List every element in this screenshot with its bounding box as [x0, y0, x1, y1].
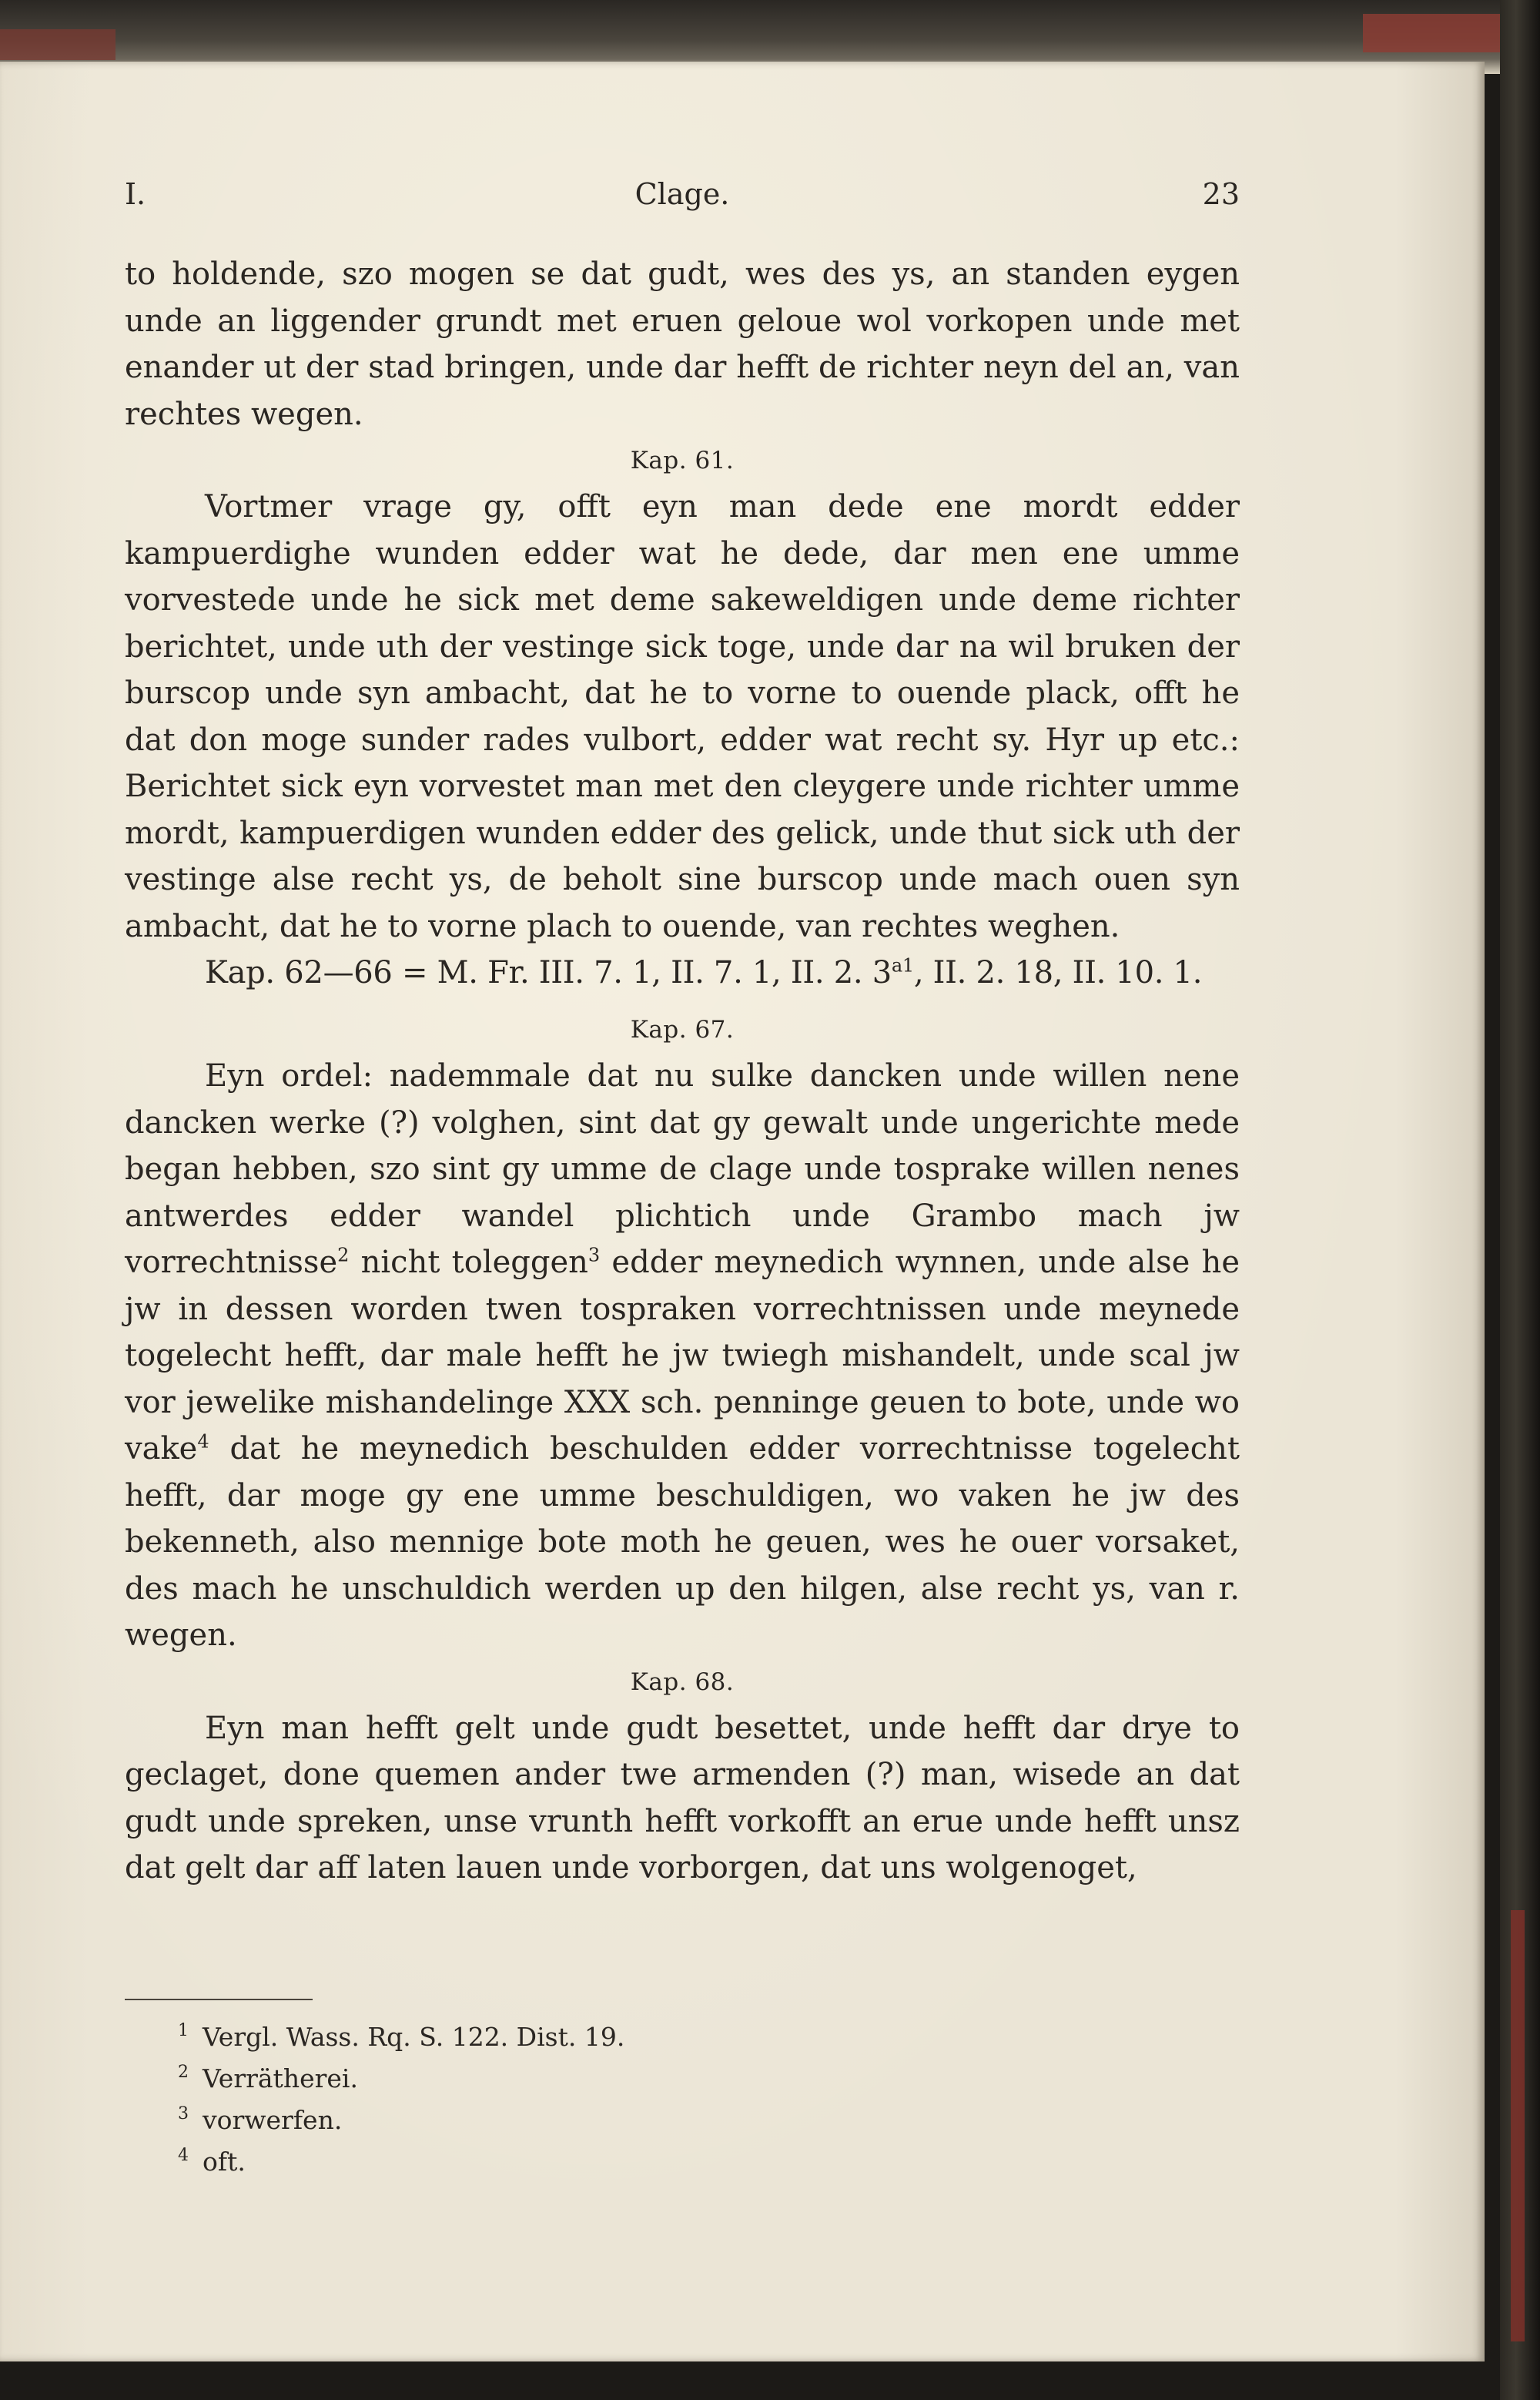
footnote-rule	[125, 1999, 313, 2000]
chapter-heading-68: Kap. 68.	[630, 1668, 735, 1696]
concordance-tail: , II. 2. 18, II. 10. 1.	[913, 955, 1203, 991]
concordance-superscript: a1	[891, 954, 914, 977]
paragraph-text: dat he meynedich beschulden edder vorrechtnisse togelecht hefft, dar moge gy ene umme beschuldigen, wo vaken he jw des bekenneth, also mennige bote moth he geuen, wes he ouer vorsaket, des mach he unschuldich werden up den hilgen, alse recht ys, van r. wegen.	[125, 1431, 1240, 1653]
book-page	[0, 62, 1485, 2361]
book-cover-edge	[1500, 0, 1540, 2400]
paragraph-kap-67	[125, 1053, 1240, 1659]
paragraph-kap-61: Vortmer vrage gy, offt eyn man dede ene mordt edder kampuerdighe wunden edder wat he dede, dar men ene umme vorvestede unde he sick met deme sakeweldigen unde deme richter berichtet, unde uth der vestinge sick toge, unde dar na wil bruken der burscop unde syn ambacht, dat he to vorne to ouende plack, offt he dat don moge sunder rades vulbort, edder wat recht sy. Hyr up etc.: Berichtet sick eyn vorvestet man met den cleygere unde richter umme mordt, kampuerdigen wunden edder des gelick, unde thut sick uth der vestinge alse recht ys, de beholt sine burscop unde mach ouen syn ambacht, dat he to vorne plach to ouende, van rechtes weghen.	[125, 489, 1240, 944]
footnote-text: vorwerfen.	[203, 2105, 343, 2135]
footnote	[178, 2016, 1127, 2058]
chapter-heading-61: Kap. 61.	[630, 447, 735, 474]
footnote-number: 1	[178, 2021, 189, 2040]
footnotes	[178, 2016, 1127, 2183]
page-body	[125, 251, 1240, 1892]
section-number: I.	[125, 177, 146, 211]
paragraph-text: nicht toleggen	[349, 1245, 588, 1280]
chapter-concordance	[125, 950, 1240, 996]
footnote	[178, 2058, 1127, 2100]
footnote-ref-3: 3	[588, 1244, 601, 1266]
footnote-ref-2: 2	[337, 1244, 350, 1266]
footnote	[178, 2100, 1127, 2141]
footnote	[178, 2141, 1127, 2183]
footnote-number: 4	[178, 2146, 189, 2165]
chapter-heading-67: Kap. 67.	[630, 1016, 735, 1044]
concordance-text: Kap. 62—66 = M. Fr. III. 7. 1, II. 7. 1, II. 2. 3	[205, 955, 892, 991]
footnote-number: 3	[178, 2104, 189, 2123]
paragraph-continued: to holdende, szo mogen se dat gudt, wes des ys, an standen eygen unde an liggender grundt met eruen geloue wol vorkopen unde met enander ut der stad bringen, unde dar hefft de richter neyn del an, van rechtes wegen.	[125, 256, 1240, 432]
footnote-text: oft.	[203, 2147, 246, 2177]
paragraph-text: edder meynedich wynnen, unde alse he jw in dessen worden twen tospraken vorrechtnissen unde meynede togelecht hefft, dar male hefft he jw twiegh mishandelt, unde scal jw vor jewelike mishandelinge XXX sch. penninge geuen to bote, unde wo vake	[125, 1245, 1240, 1466]
footnote-ref-4: 4	[197, 1430, 209, 1453]
footnote-number: 2	[178, 2063, 189, 2082]
footnote-text: Vergl. Wass. Rq. S. 122. Dist. 19.	[203, 2022, 625, 2052]
footnote-text: Verrätherei.	[203, 2063, 358, 2093]
paragraph-kap-68: Eyn man hefft gelt unde gudt besettet, unde hefft dar drye to geclaget, done quemen ander twe armenden (?) man, wisede an dat gudt unde spreken, unse vrunth hefft vorkofft an erue unde hefft unsz dat gelt dar aff laten lauen unde vorborgen, dat uns wolgenoget,	[125, 1710, 1240, 1885]
running-title: Clage.	[634, 177, 730, 211]
paragraph-text: Eyn ordel: nademmale dat nu sulke dancken unde willen nene dancken werke (?) volghen, sint dat gy gewalt unde ungerichte mede began hebben, szo sint gy umme de clage unde tosprake willen nenes antwerdes edder wandel plichtich unde Grambo mach jw vorrechtnisse	[125, 1058, 1240, 1280]
page-number: 23	[1202, 177, 1240, 211]
running-head	[125, 177, 1240, 223]
